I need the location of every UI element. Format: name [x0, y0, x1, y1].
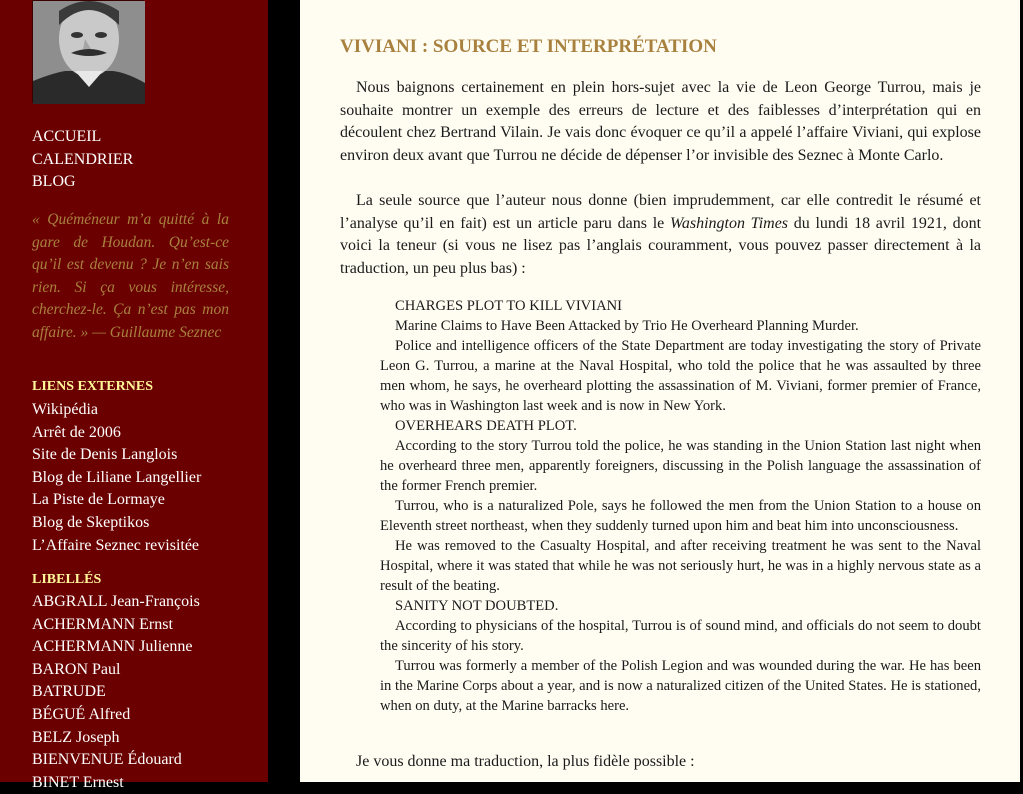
external-link-arret-2006[interactable]: Arrêt de 2006 [32, 423, 121, 441]
label-link[interactable]: BATRUDE [32, 683, 106, 701]
external-link-wikipedia[interactable]: Wikipédia [32, 401, 98, 418]
external-link-skeptikos[interactable]: Blog de Skeptikos [32, 513, 150, 531]
quote-paragraph: He was removed to the Casualty Hospital, and after receiving treatment he was sent to the Naval Hospital, where it was stated that while he was not seriously hurt, he was in a highly nervous state as a result of the beating. [380, 538, 981, 594]
article-paragraph-3: Je vous donne ma traduction, la plus fidèle possible : [356, 753, 695, 770]
sidebar-quote: « Quéméneur m’a quitté à la gare de Houdan. Qu’est-ce qu’il est devenu ? Je n’en sais rien. Si ça vous intéresse, cherchez-le. Ça n’est pas mon affaire. » — Guillaume Seznec [32, 211, 229, 341]
quote-paragraph: Marine Claims to Have Been Attacked by Trio He Overheard Planning Murder. [395, 318, 859, 334]
paragraph-2-text: La seule source que l’auteur nous donne (bien imprudemment, car elle contredit le résumé et l’analyse qu’il en fait) est un article paru dans le [340, 192, 981, 232]
quote-paragraph: Police and intelligence officers of the State Department are today investigating the story of Private Leon G. Turrou, a marine at the Naval Hospital, who told the police that he was assaulted by three men whom, he says, he overheard plotting the assassination of M. Viviani, former premier of France, who was in Washington last week and is now in New York. [380, 338, 981, 414]
label-link[interactable]: ACHERMANN Ernst [32, 615, 173, 633]
label-link[interactable]: BÉGUÉ Alfred [32, 705, 131, 723]
label-link[interactable]: BIENVENUE Édouard [32, 751, 182, 769]
label-link[interactable]: BINET Ernest [32, 773, 124, 791]
sidebar [0, 0, 268, 791]
external-link-denis-langlois[interactable]: Site de Denis Langlois [32, 446, 178, 464]
nav-accueil[interactable]: ACCUEIL [32, 128, 102, 145]
article-paragraph-2 [340, 190, 981, 280]
external-links-list [32, 399, 201, 557]
portrait-image [33, 1, 145, 104]
quote-paragraph: SANITY NOT DOUBTED. [395, 598, 559, 614]
article-paragraph-1: Nous baignons certainement en plein hors-sujet avec la vie de Leon George Turrou, mais je souhaite montrer un exemple des erreurs de lecture et des faiblesses d’interprétation qui en découlent chez Bertrand Vilain. Je vais donc évoquer ce qu’il a appelé l’affaire Viviani, qui explose environ deux avant que Turrou ne décide de dépenser l’or invisible des Seznec à Monte Carlo. [340, 79, 981, 164]
external-link-liliane-langellier[interactable]: Blog de Liliane Langellier [32, 468, 202, 486]
external-link-piste-lormaye[interactable]: La Piste de Lormaye [32, 491, 165, 509]
labels-heading: LIBELLÉS [32, 572, 102, 587]
quote-paragraph: Turrou was formerly a member of the Polish Legion and was wounded during the war. He has been in the Marine Corps about a year, and is now a naturalized citizen of the United States. He is stationed, when on duty, at the Marine barracks here. [380, 658, 981, 714]
nav-blog[interactable]: BLOG [32, 173, 76, 190]
external-links-heading: LIENS EXTERNES [32, 379, 153, 394]
article-title: VIVIANI : SOURCE ET INTERPRÉTATION [340, 36, 717, 57]
article-content [300, 0, 1020, 782]
label-link[interactable]: ABGRALL Jean-François [32, 593, 200, 610]
label-link[interactable]: BELZ Joseph [32, 728, 120, 746]
newspaper-quote [380, 296, 981, 716]
quote-paragraph: According to the story Turrou told the police, he was standing in the Union Station last night when he overheard three men, apparently foreigners, discussing in the Polish language the assassination of the former French premier. [380, 438, 981, 494]
main-nav [32, 126, 133, 194]
quote-paragraph: According to physicians of the hospital, Turrou is of sound mind, and officials do not seem to doubt the sincerity of his story. [380, 618, 981, 654]
newspaper-name: Washington Times [669, 214, 789, 232]
quote-paragraph: OVERHEARS DEATH PLOT. [395, 418, 577, 434]
paragraph-2-text-end: du lundi 18 avril 1921, dont voici la teneur (si vous ne lisez pas l’anglais couramment, vous pouvez passer directement à la traduction, un peu plus bas) : [340, 214, 982, 277]
quote-paragraph: Turrou, who is a naturalized Pole, says he followed the men from the Union Station to a house on Eleventh street northeast, when they suddenly turned upon him and beat him into unconsciousness. [380, 498, 981, 534]
quote-paragraph: CHARGES PLOT TO KILL VIVIANI [395, 298, 623, 314]
nav-calendrier[interactable]: CALENDRIER [32, 150, 134, 168]
label-link[interactable]: BARON Paul [32, 660, 121, 678]
author-portrait [32, 0, 144, 103]
labels-list [32, 591, 200, 794]
label-link[interactable]: ACHERMANN Julienne [32, 638, 193, 656]
external-link-seznec-revisitee[interactable]: L’Affaire Seznec revisitée [32, 536, 200, 554]
